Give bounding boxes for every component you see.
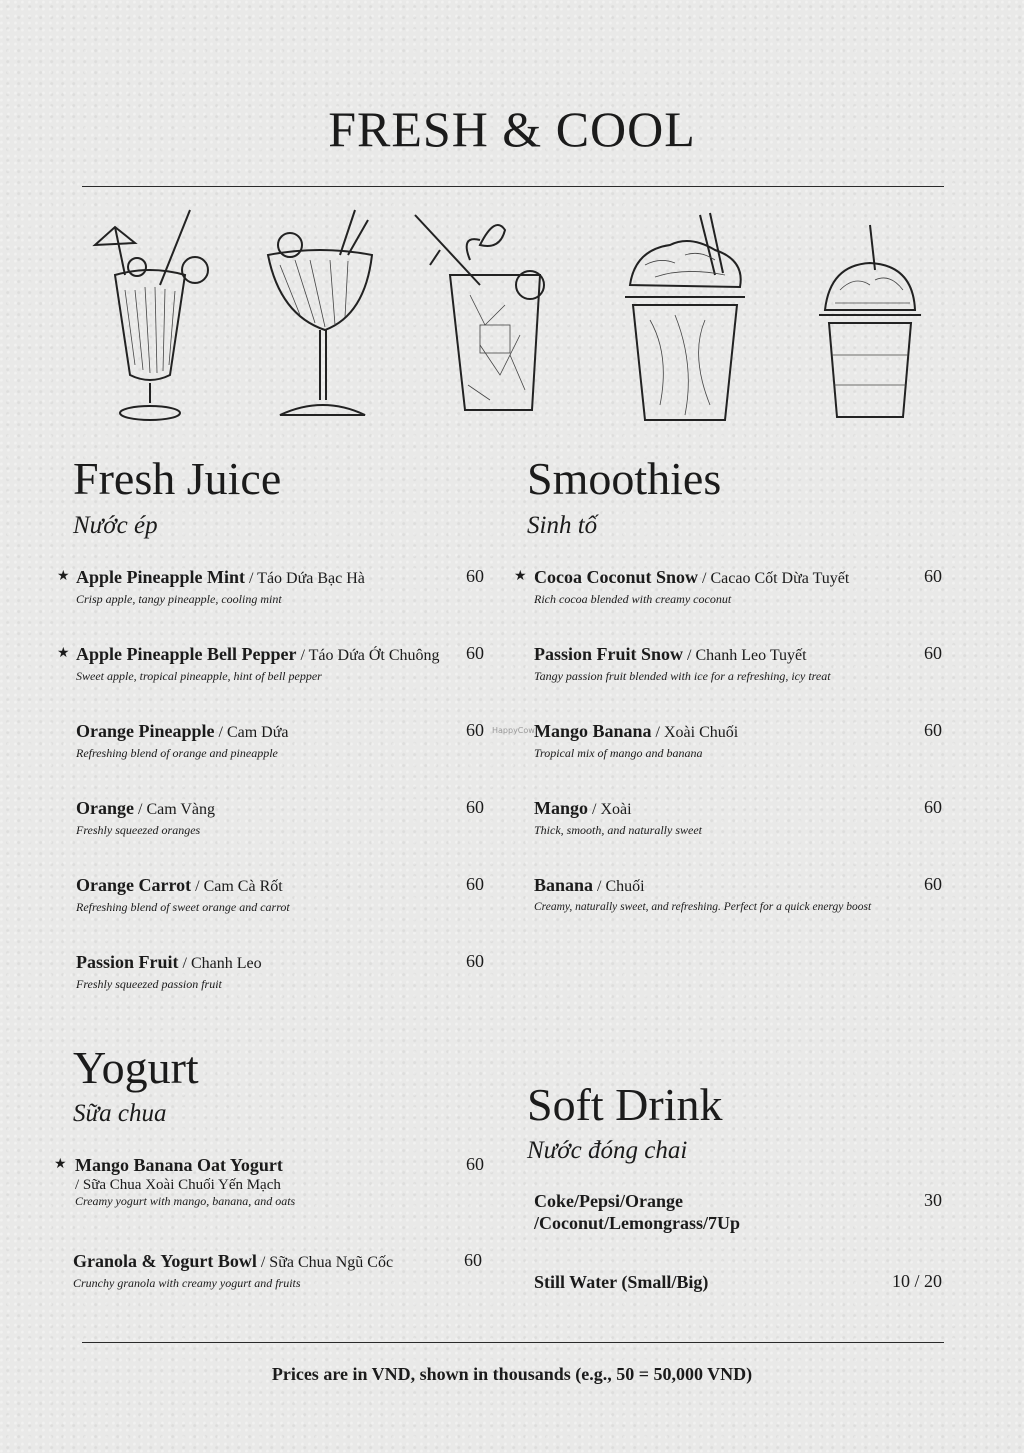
star-icon: ★ — [57, 568, 70, 584]
parfait-cup-drawing — [815, 205, 925, 425]
item-vietnamese-name: / Chanh Leo Tuyết — [683, 647, 807, 664]
margarita-glass-drawing — [260, 205, 380, 425]
item-name-continued: /Coconut/Lemongrass/7Up — [534, 1213, 741, 1233]
item-description: Tropical mix of mango and banana — [534, 746, 703, 760]
item-name: Cocoa Coconut Snow — [534, 567, 699, 587]
item-name: Banana — [534, 875, 594, 895]
item-price: 30 — [924, 1190, 942, 1210]
item-price: 60 — [466, 643, 484, 663]
item-price: 60 — [924, 643, 942, 663]
list-item — [73, 1250, 513, 1292]
soft-drink-subheading: Nước đóng chai — [527, 1137, 688, 1164]
star-icon: ★ — [514, 568, 527, 584]
item-price: 60 — [466, 874, 484, 894]
item-description: Creamy, naturally sweet, and refreshing. Perfect for a quick energy boost — [534, 901, 872, 913]
item-vietnamese-name: / Xoài Chuối — [651, 724, 739, 741]
soft-drink-heading: Soft Drink — [527, 1079, 723, 1130]
item-name: Coke/Pepsi/Orange — [534, 1191, 683, 1211]
item-name: Orange Carrot — [76, 875, 192, 895]
item-vietnamese-name: / Xoài — [588, 801, 632, 818]
item-price: 10 / 20 — [891, 1271, 942, 1291]
item-price: 60 — [924, 566, 942, 586]
item-description: Crisp apple, tangy pineapple, cooling mint — [76, 592, 282, 606]
mojito-glass-drawing — [410, 205, 560, 425]
item-vietnamese-name: / Cacao Cốt Dừa Tuyết — [698, 570, 850, 587]
yogurt-heading: Yogurt — [73, 1042, 199, 1093]
fresh-juice-subheading: Nước ép — [73, 512, 158, 539]
item-price: 60 — [466, 1154, 484, 1174]
item-vietnamese-name: / Sữa Chua Ngũ Cốc — [256, 1254, 394, 1271]
item-price: 60 — [924, 797, 942, 817]
item-price: 60 — [464, 1250, 482, 1270]
item-name: Apple Pineapple Mint — [76, 567, 246, 587]
item-name: Granola & Yogurt Bowl — [73, 1251, 257, 1271]
menu-title: FRESH & COOL — [328, 101, 696, 157]
item-name: Mango Banana Oat Yogurt — [75, 1155, 283, 1175]
item-description: Thick, smooth, and naturally sweet — [534, 823, 702, 837]
smoothies-heading: Smoothies — [527, 453, 722, 504]
item-price: 60 — [466, 951, 484, 971]
item-name: Mango Banana — [534, 721, 652, 741]
item-description: Refreshing blend of sweet orange and carrot — [76, 900, 290, 914]
item-name: Orange — [76, 798, 134, 818]
fresh-juice-heading: Fresh Juice — [73, 453, 282, 504]
sundae-glass-drawing — [85, 205, 215, 425]
star-icon: ★ — [57, 645, 70, 661]
list-item — [75, 1154, 515, 1208]
item-vietnamese-name: / Cam Dứa — [214, 724, 289, 741]
item-vietnamese-name: / Cam Cà Rốt — [191, 878, 283, 895]
smoothies-subheading: Sinh tố — [527, 512, 598, 539]
item-description: Freshly squeezed oranges — [76, 823, 201, 837]
item-price: 60 — [924, 874, 942, 894]
watermark: HappyCow — [492, 726, 535, 735]
item-vietnamese-name: / Táo Dứa Ớt Chuông — [296, 647, 440, 664]
bottom-divider — [82, 1342, 944, 1343]
item-description: Tangy passion fruit blended with ice for a refreshing, icy treat — [534, 669, 831, 683]
item-description: Creamy yogurt with mango, banana, and oats — [75, 1194, 296, 1208]
item-price: 60 — [924, 720, 942, 740]
item-description: Refreshing blend of orange and pineapple — [76, 746, 278, 760]
item-name: Still Water (Small/Big) — [534, 1272, 709, 1292]
item-vietnamese-name: / Chanh Leo — [178, 955, 262, 972]
item-description: Sweet apple, tropical pineapple, hint of bell pepper — [76, 669, 322, 683]
item-name: Passion Fruit Snow — [534, 644, 684, 664]
item-description: Freshly squeezed passion fruit — [76, 977, 222, 991]
item-name: Orange Pineapple — [76, 721, 215, 741]
item-price: 60 — [466, 797, 484, 817]
top-divider — [82, 186, 944, 187]
item-vietnamese-name: / Cam Vàng — [134, 801, 216, 818]
item-price: 60 — [466, 566, 484, 586]
item-description: Rich cocoa blended with creamy coconut — [534, 592, 732, 606]
item-name: Apple Pineapple Bell Pepper — [76, 644, 297, 664]
item-name: Passion Fruit — [76, 952, 179, 972]
item-price: 60 — [466, 720, 484, 740]
star-icon: ★ — [54, 1156, 67, 1172]
item-vietnamese-name: / Táo Dứa Bạc Hà — [245, 570, 365, 587]
item-description: Crunchy granola with creamy yogurt and fruits — [73, 1276, 301, 1290]
yogurt-subheading: Sữa chua — [73, 1100, 167, 1127]
item-name: Mango — [534, 798, 588, 818]
item-vietnamese-name: / Sữa Chua Xoài Chuối Yến Mạch — [75, 1177, 281, 1193]
milkshake-cup-drawing — [615, 205, 755, 425]
price-note: Prices are in VND, shown in thousands (e.g., 50 = 50,000 VND) — [271, 1364, 753, 1384]
item-vietnamese-name: / Chuối — [593, 878, 645, 895]
